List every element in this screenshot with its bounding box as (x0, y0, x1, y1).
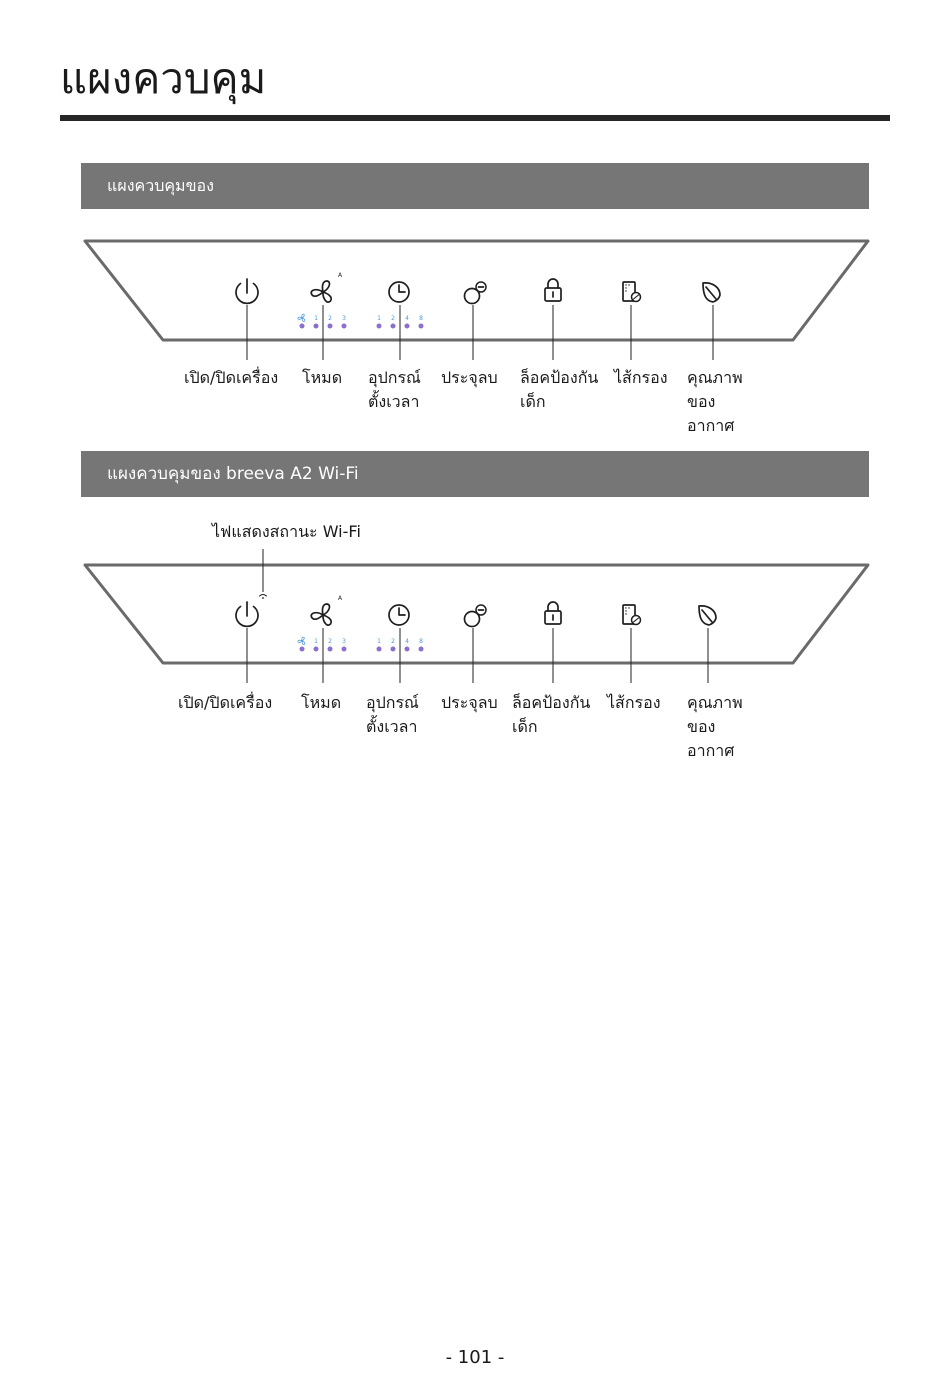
indicator-dot (300, 324, 305, 329)
label-line: ล็อคป้องกัน (512, 693, 591, 712)
label-ionizer: ประจุลบ (441, 693, 498, 712)
power-icon (236, 279, 258, 303)
timer-hour-label: 4 (405, 638, 409, 645)
leaf-icon (703, 283, 720, 302)
filter-icon (623, 605, 641, 625)
label-line: ของ (687, 717, 716, 736)
ionizer-icon (465, 605, 487, 627)
label-line: คุณภาพ (687, 368, 743, 387)
leaf-icon (699, 606, 716, 625)
label-line: อุปกรณ์ (366, 693, 419, 712)
indicator-dot (328, 324, 333, 329)
fan-speed-indicators (298, 314, 347, 328)
filter-icon (623, 282, 641, 302)
label-timer (368, 366, 421, 414)
label-line: อากาศ (687, 416, 735, 435)
power-icon (236, 602, 258, 626)
fan-speed-label: 2 (328, 638, 332, 645)
fan-speed-indicators (298, 637, 347, 651)
label-ionizer: ประจุลบ (441, 368, 498, 387)
indicator-dot (342, 324, 347, 329)
timer-hour-label: 2 (391, 638, 395, 645)
label-child-lock (512, 691, 590, 739)
clock-icon (389, 282, 409, 302)
indicator-dot (342, 647, 347, 652)
fan-speed-label: 3 (342, 315, 346, 322)
wifi-icon (260, 595, 267, 599)
label-mode: โหมด (302, 368, 343, 387)
indicator-dot (391, 647, 396, 652)
label-mode: โหมด (301, 693, 342, 712)
indicator-dot (314, 324, 319, 329)
section-heading: แผงควบคุมของ (107, 176, 214, 195)
label-line: เด็ก (512, 717, 538, 736)
fan-icon (310, 604, 333, 626)
timer-hour-label: 1 (377, 315, 381, 322)
label-air-quality (687, 691, 743, 763)
page-title: แผงควบคุม (60, 54, 267, 103)
label-filter: ไส้กรอง (614, 368, 668, 387)
indicator-dot (300, 647, 305, 652)
indicator-dot (419, 324, 424, 329)
timer-hour-label: 8 (419, 315, 423, 322)
timer-hour-label: 4 (405, 315, 409, 322)
label-power: เปิด/ปิดเครื่อง (184, 368, 279, 387)
label-line: ตั้งเวลา (366, 717, 418, 736)
label-line: เด็ก (520, 392, 546, 411)
indicator-dot (419, 647, 424, 652)
clock-icon (389, 605, 409, 625)
ionizer-icon (465, 282, 487, 304)
label-power: เปิด/ปิดเครื่อง (178, 693, 273, 712)
timer-hour-label: 8 (419, 638, 423, 645)
timer-hour-label: 1 (377, 638, 381, 645)
leader-lines (247, 628, 708, 683)
indicator-dot (314, 647, 319, 652)
indicator-dot (405, 324, 410, 329)
indicator-dot (391, 324, 396, 329)
indicator-dot (377, 647, 382, 652)
leader-lines (247, 305, 713, 360)
fan-icon (310, 281, 333, 303)
mode-auto-indicator: A (337, 272, 343, 279)
label-line: ของ (687, 392, 716, 411)
label-line: ตั้งเวลา (368, 392, 420, 411)
label-line: คุณภาพ (687, 693, 743, 712)
label-wifi-indicator: ไฟแสดงสถานะ Wi-Fi (212, 522, 361, 541)
sleep-fan-mini-icon (298, 314, 306, 322)
label-air-quality (687, 366, 743, 438)
label-filter: ไส้กรอง (607, 693, 661, 712)
sleep-fan-mini-icon (298, 637, 306, 645)
indicator-dot (328, 647, 333, 652)
label-line: อุปกรณ์ (368, 368, 421, 387)
label-line: อากาศ (687, 741, 735, 760)
mode-auto-indicator: A (337, 595, 343, 602)
indicator-dot (405, 647, 410, 652)
indicator-dot (377, 324, 382, 329)
label-line: ล็อคป้องกัน (520, 368, 599, 387)
label-child-lock (520, 366, 598, 414)
fan-speed-label: 2 (328, 315, 332, 322)
lock-icon (545, 602, 561, 624)
fan-speed-label: 3 (342, 638, 346, 645)
control-panel-wifi (85, 549, 868, 683)
fan-speed-label: 1 (314, 315, 318, 322)
page-number: - 101 - (445, 1347, 505, 1368)
timer-hour-label: 2 (391, 315, 395, 322)
label-timer (366, 691, 419, 739)
section-heading: แผงควบคุมของ breeva A2 Wi-Fi (107, 464, 359, 484)
control-panel-standard (85, 241, 868, 360)
fan-speed-label: 1 (314, 638, 318, 645)
lock-icon (545, 279, 561, 301)
